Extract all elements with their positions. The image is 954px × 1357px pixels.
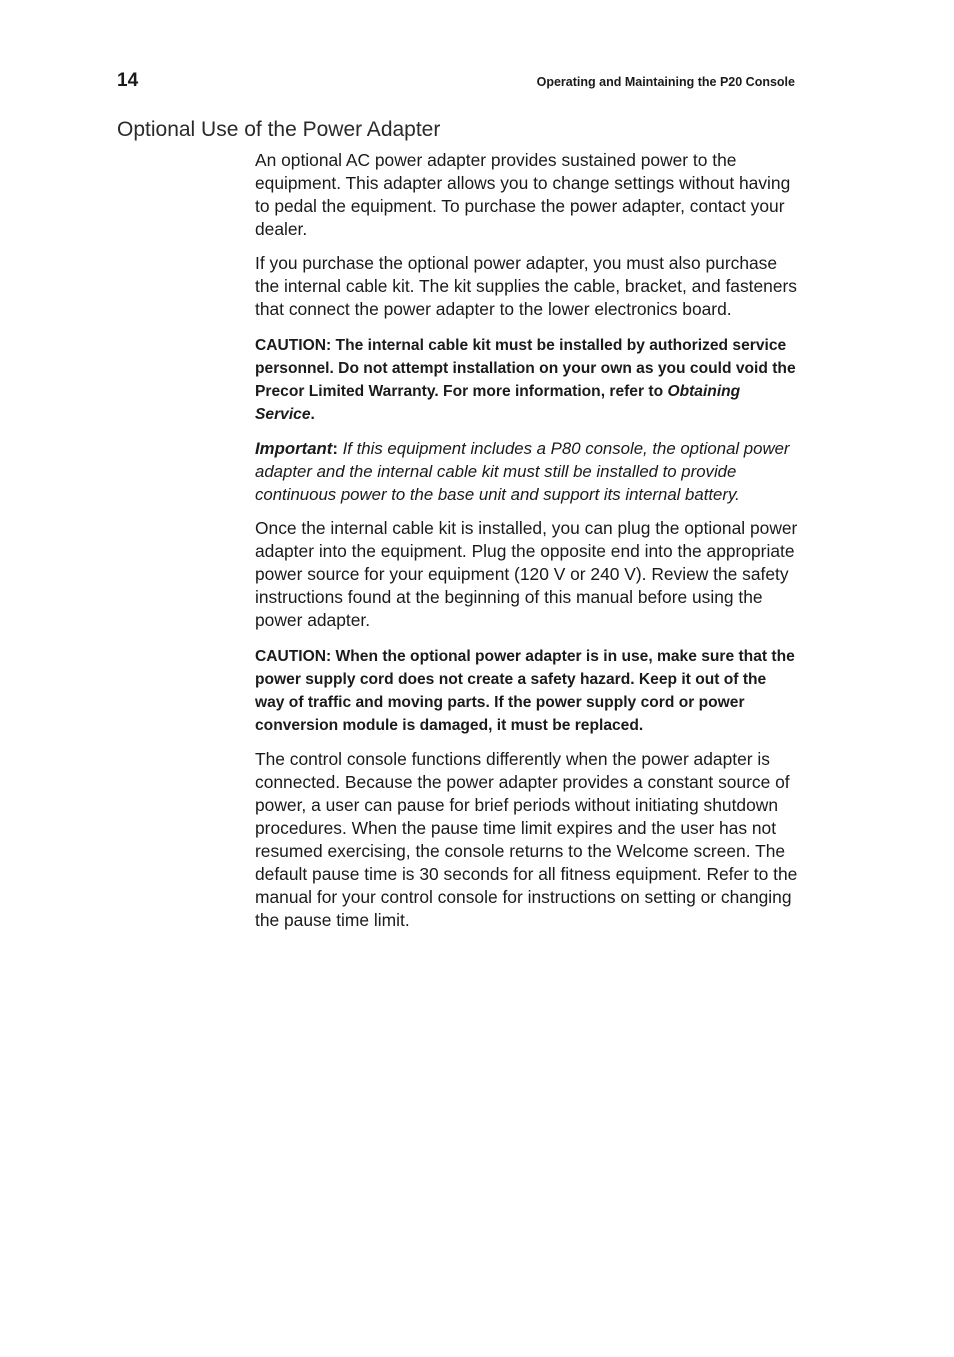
page-number: 14 — [117, 70, 139, 91]
caution-installation-end: . — [310, 406, 315, 423]
paragraph-pause-behavior: The control console functions differently when the power adapter is connected. Because the power adapter provides a constant source of power, a user can pause for brief periods without initiating shutdown procedures. When the pause time limit expires and the user has not resumed exercising, the console returns to the Welcome screen. The default pause time is 30 seconds for all fitness equipment. Refer to the manual for your control console for instructions on setting or changing the pause time limit. — [255, 749, 798, 930]
paragraph-cable-kit: If you purchase the optional power adapter, you must also purchase the internal cable kit. The kit supplies the cable, bracket, and fasteners that connect the power adapter to the lower electronics board. — [255, 253, 797, 319]
caution-installation-text: CAUTION: The internal cable kit must be installed by authorized service personnel. Do not attempt installation on your own as you could void the Precor Limited Warranty. For more information, refer to — [255, 337, 796, 400]
important-colon: : — [332, 439, 338, 458]
section-title: Optional Use of the Power Adapter — [117, 118, 441, 141]
paragraph-intro: An optional AC power adapter provides sustained power to the equipment. This adapter allows you to change settings without having to pedal the equipment. To purchase the power adapter, contact your dealer. — [255, 150, 791, 239]
important-label: Important — [255, 439, 333, 458]
caution-power-cord: CAUTION: When the optional power adapter is in use, make sure that the power supply cord does not create a safety hazard. Keep it out of the way of traffic and moving parts. If the power supply cord or power conversion module is damaged, it must be replaced. — [255, 648, 795, 734]
paragraph-plug-in: Once the internal cable kit is installed, you can plug the optional power adapter into the equipment. Plug the opposite end into the appropriate power source for your equipment (120 V or 240 V). Review the safety instructions found at the beginning of this manual before using the power adapter. — [255, 518, 798, 630]
running-header: Operating and Maintaining the P20 Console — [536, 75, 795, 89]
important-note — [255, 437, 800, 506]
body-column — [255, 149, 800, 943]
caution-installation — [255, 332, 800, 426]
obtaining-service-reference: Obtaining Service — [255, 383, 741, 423]
important-text: If this equipment includes a P80 console, the optional power adapter and the internal cable kit must still be installed to provide continuous power to the base unit and support its internal battery. — [255, 439, 790, 504]
